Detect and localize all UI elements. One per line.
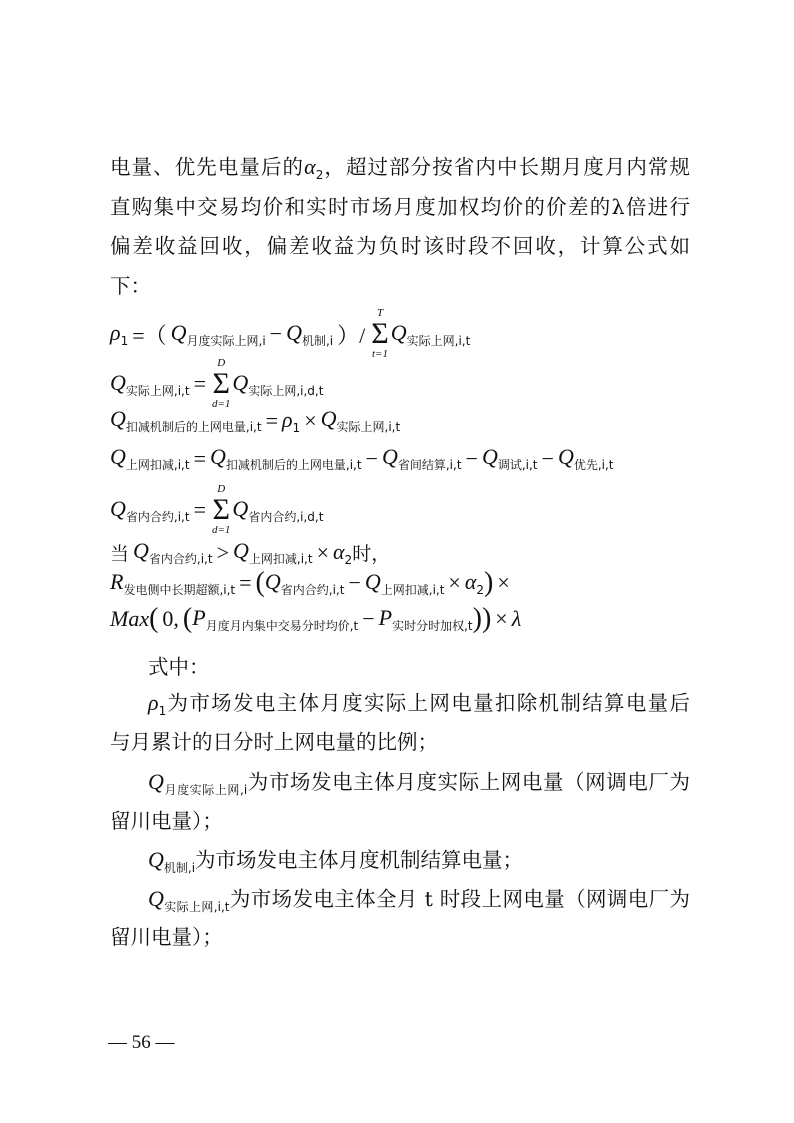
line-text: 为市场发电主体月度机制结算电量； — [195, 848, 524, 872]
math-symbol: Q — [232, 369, 249, 395]
operator: × — [497, 570, 510, 595]
math-variable — [265, 569, 345, 598]
math-variable — [232, 370, 323, 399]
math-symbol: α — [464, 569, 477, 594]
math-variable — [286, 320, 333, 349]
math-variable — [110, 444, 190, 473]
math-variable — [110, 496, 190, 525]
math-variable — [148, 769, 248, 797]
math-symbol: ρ — [148, 690, 159, 715]
operator: = — [193, 445, 206, 471]
sigma-symbol: Σ — [212, 367, 230, 400]
math-symbol: ρ — [281, 406, 293, 432]
operator: = — [193, 497, 206, 522]
math-symbol: Q — [209, 444, 226, 469]
definition-line — [148, 765, 690, 798]
subscript: 实时分时加权,t — [392, 618, 473, 633]
math-variable — [192, 605, 358, 634]
subscript: 上网扣减,i,t — [248, 552, 313, 566]
math-variable — [482, 444, 538, 473]
parenthesis: ) — [484, 567, 494, 598]
operator: > — [216, 539, 229, 565]
math-variable — [232, 496, 323, 525]
math-variable — [382, 444, 462, 473]
parenthesis: ( — [182, 603, 193, 634]
parenthesis: )) — [472, 603, 492, 634]
operator: ）/ — [337, 322, 366, 348]
summation — [212, 358, 230, 410]
line-text: ，超过部分按省内中长期月度月内常规 — [323, 155, 691, 179]
math-symbol: Q — [286, 319, 302, 345]
line-text: 下： — [110, 274, 151, 298]
math-symbol: R — [110, 568, 124, 594]
operator: × — [495, 606, 508, 631]
formula-line — [110, 406, 400, 435]
formula-line — [110, 538, 394, 567]
operator: = — [265, 407, 278, 433]
math-variable — [321, 406, 401, 435]
operator: − — [465, 445, 478, 471]
definition-line — [110, 725, 690, 755]
subscript: 实际上网,i,t — [125, 383, 190, 398]
subscript: 月度月内集中交易分时均价,t — [205, 618, 359, 633]
subscript: 省内合约,i,t — [125, 509, 190, 524]
math-symbol: Q — [481, 444, 498, 469]
subscript: 实际上网,i,t — [163, 900, 230, 914]
subscript: 上网扣减,i,t — [125, 458, 190, 472]
math-variable — [148, 847, 196, 875]
summation — [212, 484, 230, 536]
math-symbol: Q — [148, 847, 164, 872]
page-number: — 56 — — [108, 1032, 175, 1053]
subscript: 实际上网,i,d,t — [248, 383, 324, 398]
formula-line — [110, 444, 614, 473]
math-variable — [110, 606, 149, 632]
math-symbol: Q — [232, 495, 249, 521]
formula-text: 当 — [110, 543, 130, 565]
math-symbol: Q — [264, 568, 281, 594]
math-symbol: P — [192, 604, 206, 630]
operator: = — [239, 570, 252, 595]
math-variable — [365, 569, 445, 598]
math-variable — [110, 320, 128, 348]
math-symbol: Q — [170, 319, 187, 345]
math-variable — [379, 605, 473, 634]
sum-lower-limit: d=1 — [211, 398, 231, 410]
subscript: 扣减机制后的上网电量,i,t — [125, 420, 262, 434]
body-text-line — [110, 150, 690, 182]
subscript: 省内合约,i,t — [280, 582, 345, 597]
operator: − — [348, 570, 361, 595]
operator: − — [365, 445, 378, 471]
math-symbol: P — [378, 604, 393, 630]
operator: 0, — [162, 606, 179, 631]
math-symbol: Q — [110, 406, 126, 431]
definition-line — [148, 843, 690, 876]
math-variable — [304, 154, 324, 182]
line-text: 留川电量）； — [110, 925, 223, 949]
operator: × — [316, 539, 329, 565]
subscript: 发电侧中长期超额,i,t — [123, 582, 236, 597]
operator: × — [304, 407, 317, 433]
math-symbol: Q — [233, 538, 249, 563]
math-symbol: Q — [557, 444, 574, 469]
definition-line — [110, 920, 690, 950]
sum-upper-limit: T — [376, 307, 384, 319]
subscript: 扣减机制后的上网电量,i,t — [225, 458, 362, 472]
definition-line — [110, 804, 690, 834]
math-variable — [465, 569, 484, 597]
math-variable — [110, 406, 262, 435]
math-variable — [558, 444, 614, 473]
subscript: 1 — [120, 334, 129, 348]
line-text: 为市场发电主体全月 t 时段上网电量（网调电厂为 — [229, 887, 690, 911]
summation — [371, 308, 388, 360]
line-text: 电量、优先电量后的 — [110, 155, 305, 179]
math-variable — [391, 320, 471, 349]
math-symbol: Q — [381, 444, 398, 469]
subscript: 省间结算,i,t — [397, 458, 462, 472]
body-text-line — [110, 269, 690, 299]
formula-line — [110, 567, 514, 599]
math-variable — [148, 690, 167, 718]
math-symbol: α — [304, 154, 316, 179]
definition-line — [148, 882, 690, 915]
math-variable — [210, 444, 362, 473]
line-text: 与月累计的日分时上网电量的比例； — [110, 730, 438, 754]
body-text-line — [110, 190, 690, 220]
math-symbol: ρ — [110, 320, 121, 345]
math-variable — [148, 886, 230, 914]
operator: − — [362, 606, 375, 631]
formula-line — [110, 603, 521, 635]
math-symbol: Q — [148, 886, 164, 911]
math-symbol: Q — [110, 369, 126, 395]
math-variable — [333, 539, 352, 567]
math-symbol: Q — [133, 538, 149, 563]
math-variable — [110, 569, 235, 598]
subscript: 省内合约,i,d,t — [248, 509, 324, 524]
subscript: 2 — [476, 583, 485, 597]
math-variable — [110, 370, 190, 399]
definition-line — [148, 686, 690, 718]
subscript: 月度实际上网,i — [186, 333, 266, 348]
subscript: 实际上网,i,t — [336, 420, 401, 434]
formula-line — [110, 484, 323, 536]
sum-upper-limit: D — [217, 483, 226, 495]
parenthesis: ( — [149, 603, 159, 634]
subscript: 2 — [315, 168, 324, 182]
line-text: 为市场发电主体月度实际上网电量扣除机制结算电量后 — [166, 691, 690, 715]
subscript: 2 — [344, 552, 353, 567]
subscript: 省内合约,i,t — [148, 552, 213, 566]
sum-lower-limit: t=1 — [372, 348, 388, 360]
math-variable — [233, 538, 313, 567]
definitions-heading: 式中： — [148, 655, 210, 679]
body-text-line — [110, 229, 690, 259]
math-symbol: λ — [511, 606, 522, 631]
math-symbol: α — [332, 538, 345, 564]
subscript: 调试,i,t — [497, 458, 538, 472]
subscript: 1 — [158, 704, 167, 718]
subscript: 优先,i,t — [573, 458, 614, 472]
operator: =（ — [132, 322, 167, 348]
line-text: 留川电量）； — [110, 809, 223, 833]
math-variable — [171, 320, 266, 349]
subscript: 月度实际上网,i — [163, 783, 248, 797]
subscript: 实际上网,i,t — [406, 333, 471, 348]
sigma-symbol: Σ — [212, 493, 230, 526]
math-variable — [512, 606, 522, 632]
math-symbol: Max — [110, 606, 150, 631]
subscript: 1 — [292, 420, 301, 435]
formula-line — [110, 358, 323, 410]
operator: − — [269, 321, 283, 346]
line-text: 直购集中交易均价和实时市场月度加权均价的价差的λ倍进行 — [110, 195, 690, 219]
formula-text: 时， — [352, 543, 391, 565]
math-symbol: Q — [320, 406, 337, 431]
line-text: 偏差收益回收，偏差收益为负时该时段不回收，计算公式如 — [110, 234, 690, 258]
operator: − — [541, 445, 554, 471]
math-symbol: Q — [110, 444, 126, 469]
subscript: 机制,i — [301, 333, 334, 348]
operator: × — [448, 570, 461, 595]
math-symbol: Q — [390, 319, 407, 345]
subscript: 机制,i — [163, 861, 196, 875]
sum-lower-limit: d=1 — [211, 524, 231, 536]
sigma-symbol: Σ — [371, 317, 389, 350]
formula-line — [110, 308, 470, 360]
subscript: 上网扣减,i,t — [380, 582, 445, 597]
sum-upper-limit: D — [217, 357, 226, 369]
math-symbol: Q — [148, 769, 164, 794]
math-variable — [282, 407, 300, 435]
math-symbol: Q — [110, 495, 126, 521]
math-variable — [133, 538, 213, 567]
operator: = — [193, 371, 206, 396]
parenthesis: ( — [255, 567, 265, 598]
math-symbol: Q — [364, 568, 381, 594]
line-text: 为市场发电主体月度实际上网电量（网调电厂为 — [247, 770, 690, 794]
